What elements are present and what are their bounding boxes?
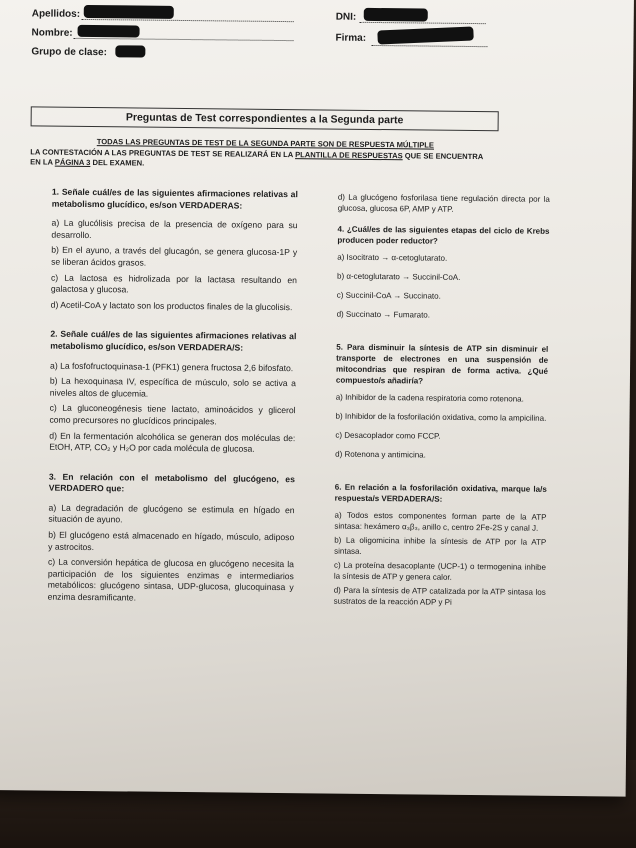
question-4-stem: 4. ¿Cuál/es de las siguientes etapas del ciclo de Krebs producen poder reductor? (337, 224, 550, 246)
left-column (48, 187, 298, 610)
instructions-line-3a: EN LA (30, 157, 55, 167)
question-1-option-b: b) En el ayuno, a través del glucagón, se genera glucosa-1P y se liberan ácidos grasos. (51, 244, 298, 268)
question-3-option-d: d) La glucógeno fosforilasa tiene regulación directa por la glucosa, glucosa 6P, AMP y ATP. (337, 192, 550, 214)
question-2-option-b: b) La hexoquinasa IV, específica de músculo, solo se activa a niveles altos de glucemia. (49, 375, 296, 399)
question-2-option-c: c) La gluconeogénesis tiene lactato, aminoácidos y glicerol como precursores no glucídicos principales. (49, 402, 296, 427)
redaction-apellidos (84, 5, 174, 19)
question-1-option-a: a) La glucólisis precisa de la presencia de oxígeno para su desarrollo. (51, 217, 298, 240)
instructions-line-2b: PLANTILLA DE RESPUESTAS (295, 149, 403, 160)
instructions-line-3b: PÁGINA 3 (54, 157, 91, 168)
question-6-option-c: c) La proteína desacoplante (UCP-1) o termogenina inhibe la síntesis de ATP y genera calor. (333, 560, 547, 582)
question-2-stem: 2. Señale cuál/es de las siguientes afirmaciones relativas al metabolismo glucídico, es/son VERDADERA/S: (50, 328, 297, 353)
question-5-option-d: d) Rotenona y antimicina. (335, 449, 426, 460)
apellidos-label: Apellidos: (31, 8, 81, 20)
question-6-option-a: a) Todos estos componentes forman parte de la ATP sintasa: hexámero α₃β₃, anillo c, centro 2Fe-2S y canal J. (334, 510, 547, 533)
question-4-option-b: b) α-cetoglutarato → Succinil-CoA. (336, 271, 461, 282)
instructions-line-2c: QUE SE ENCUENTRA (402, 150, 484, 161)
question-4-option-a: a) Isocitrato → α-cetoglutarato. (337, 252, 448, 263)
question-6-option-d: d) Para la síntesis de ATP catalizada por la ATP sintasa los sustratos de la reacción ADP y Pi (333, 585, 546, 607)
question-1-stem: 1. Señale cuál/es de las siguientes afirmaciones relativas al metabolismo glucídico, es/son VERDADERAS: (51, 186, 298, 211)
question-5-option-c: c) Desacoplador como FCCP. (335, 430, 441, 441)
question-3-option-c: c) La conversión hepática de glucosa en glucógeno necesita la participación de los siguientes enzimas e intermediarios metabólicos: glucógeno sintasa, UDP-glucosa, glucoquinasa y enzima desramificante. (47, 556, 295, 603)
question-6-stem: 6. En relación a la fosforilación oxidativa, marque la/s respuesta/s VERDADERA/S: (334, 482, 547, 504)
dni-label: DNI: (335, 11, 357, 23)
question-4-option-c: c) Succinil-CoA → Succinato. (336, 290, 441, 301)
question-5-option-b: b) Inhibidor de la fosforilación oxidativa, como la ampicilina. (335, 411, 547, 423)
question-1-option-c: c) La lactosa es hidrolizada por la lactasa resultando en galactosa y glucosa. (50, 272, 298, 295)
nombre-label: Nombre: (31, 27, 73, 39)
question-3-option-a: a) La degradación de glucógeno se estimula en hígado en situación de ayuno. (48, 502, 295, 525)
question-1-option-d: d) Acetil-CoA y lactato son los productos finales de la glucolisis. (50, 299, 293, 312)
redaction-nombre (78, 25, 140, 38)
question-4-option-d: d) Succinato → Fumarato. (336, 309, 431, 320)
question-3-option-b: b) El glucógeno está almacenado en hígado, músculo, adiposo y astrocitos. (48, 529, 295, 552)
question-3-stem: 3. En relación con el metabolismo del glucógeno, es VERDADERO que: (48, 471, 295, 494)
question-5-stem: 5. Para disminuir la síntesis de ATP sin disminuir el transporte de electrones en una suspensión de mitocondrias que respiran de forma activa. ¿Qué compuesto/s añadiría? (335, 342, 549, 386)
right-column (334, 192, 550, 612)
question-2-option-a: a) La fosfofructoquinasa-1 (PFK1) genera fructosa 2,6 bifosfato. (50, 360, 294, 373)
redaction-grupo (115, 45, 145, 57)
instructions-line-2a: LA CONTESTACIÓN A LAS PREGUNTAS DE TEST SE REALIZARÁ EN LA (30, 146, 296, 159)
instructions-line-1: TODAS LAS PREGUNTAS DE TEST DE LA SEGUNDA PARTE SON DE RESPUESTA MÚLTIPLE (96, 137, 435, 150)
question-6-option-b: b) La oligomicina inhibe la síntesis de ATP por la ATP sintasa. (334, 535, 547, 556)
question-5-option-a: a) Inhibidor de la cadena respiratoria como rotenona. (335, 392, 524, 404)
firma-label: Firma: (335, 32, 367, 44)
instructions (30, 136, 500, 172)
redaction-dni (364, 8, 428, 22)
grupo-label: Grupo de clase: (31, 46, 107, 59)
question-2-option-d: d) En la fermentación alcohólica se generan dos moléculas de: EtOH, ATP, CO₂ y H₂O por cada molécula de glucosa. (49, 430, 296, 454)
section-title: Preguntas de Test correspondientes a la Segunda parte (31, 106, 499, 131)
instructions-line-3c: DEL EXAMEN. (90, 158, 145, 168)
